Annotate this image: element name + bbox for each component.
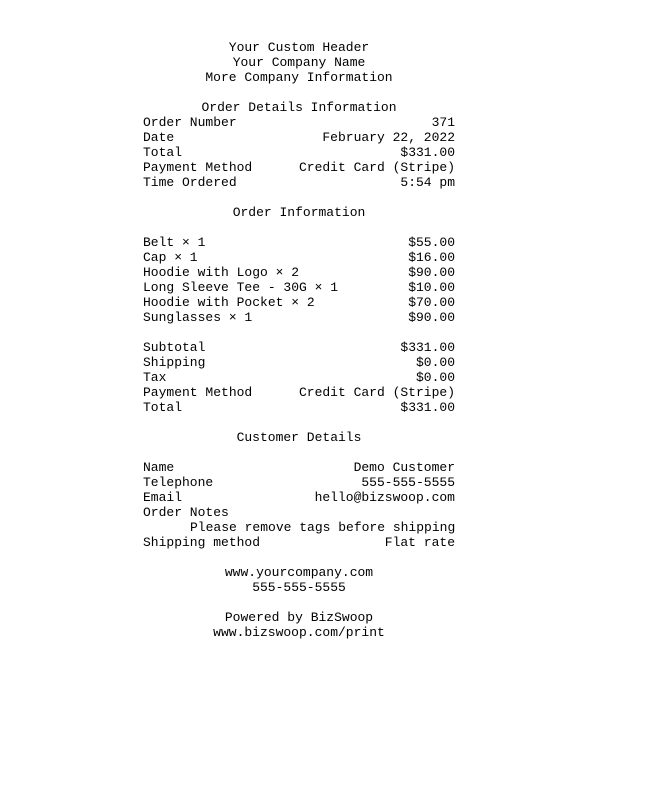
custom-header: Your Custom Header [228,40,370,55]
customer-name-row [143,460,455,475]
item-price: $70.00 [408,295,455,310]
order-number-row [143,115,455,130]
time-ordered-row [143,175,455,190]
item-label: Long Sleeve Tee - 30G × 1 [143,280,339,295]
row-value: $331.00 [400,400,455,415]
customer-details-title: Customer Details [236,430,362,445]
row-label: Email [143,490,183,505]
row-label: Payment Method [143,385,253,400]
company-info: More Company Information [205,70,393,85]
item-label: Cap × 1 [143,250,198,265]
row-label: Total [143,145,183,160]
row-value: 555-555-5555 [361,475,455,490]
row-value: $331.00 [400,340,455,355]
tax-row [143,370,455,385]
row-label: Subtotal [143,340,206,355]
item-label: Hoodie with Logo × 2 [143,265,300,280]
row-value: 5:54 pm [400,175,455,190]
telephone-row [143,475,455,490]
row-label: Shipping [143,355,206,370]
row-value: Credit Card (Stripe) [298,160,455,175]
payment-method-row [143,385,455,400]
line-item [143,310,455,325]
row-value: 371 [431,115,455,130]
spacer [143,325,455,340]
spacer [143,190,455,205]
row-label: Total [143,400,183,415]
order-details-title: Order Details Information [201,100,397,115]
row-label: Order Number [143,115,237,130]
item-label: Belt × 1 [143,235,206,250]
shipping-row [143,355,455,370]
row-label: Payment Method [143,160,253,175]
row-value: $0.00 [415,370,455,385]
email-row [143,490,455,505]
item-price: $90.00 [408,310,455,325]
row-value: $0.00 [415,355,455,370]
item-price: $16.00 [408,250,455,265]
receipt [143,40,455,640]
row-value: Demo Customer [353,460,455,475]
row-label: Date [143,130,175,145]
row-value: Flat rate [384,535,455,550]
item-price: $90.00 [408,265,455,280]
item-label: Hoodie with Pocket × 2 [143,295,315,310]
row-label: Tax [143,370,167,385]
order-notes-value: Please remove tags before shipping [190,520,456,535]
row-value: Credit Card (Stripe) [298,385,455,400]
row-label: Time Ordered [143,175,237,190]
company-phone: 555-555-5555 [252,580,346,595]
spacer [143,415,455,430]
grand-total-row [143,400,455,415]
item-price: $10.00 [408,280,455,295]
row-value: hello@bizswoop.com [314,490,455,505]
item-price: $55.00 [408,235,455,250]
powered-by: Powered by BizSwoop [224,610,374,625]
row-label: Name [143,460,175,475]
line-item [143,295,455,310]
date-row [143,130,455,145]
line-item [143,250,455,265]
spacer [143,220,455,235]
row-label: Telephone [143,475,214,490]
row-value: $331.00 [400,145,455,160]
payment-method-row [143,160,455,175]
company-website: www.yourcompany.com [224,565,374,580]
line-item [143,235,455,250]
shipping-method-row [143,535,455,550]
row-label: Shipping method [143,535,261,550]
line-item [143,280,455,295]
row-value: February 22, 2022 [322,130,455,145]
subtotal-row [143,340,455,355]
spacer [143,550,455,565]
order-info-title: Order Information [232,205,366,220]
spacer [143,445,455,460]
spacer [143,595,455,610]
total-row [143,145,455,160]
order-notes-label: Order Notes [143,505,229,520]
line-item [143,265,455,280]
item-label: Sunglasses × 1 [143,310,253,325]
company-name: Your Company Name [232,55,366,70]
print-url: www.bizswoop.com/print [213,625,385,640]
spacer [143,85,455,100]
